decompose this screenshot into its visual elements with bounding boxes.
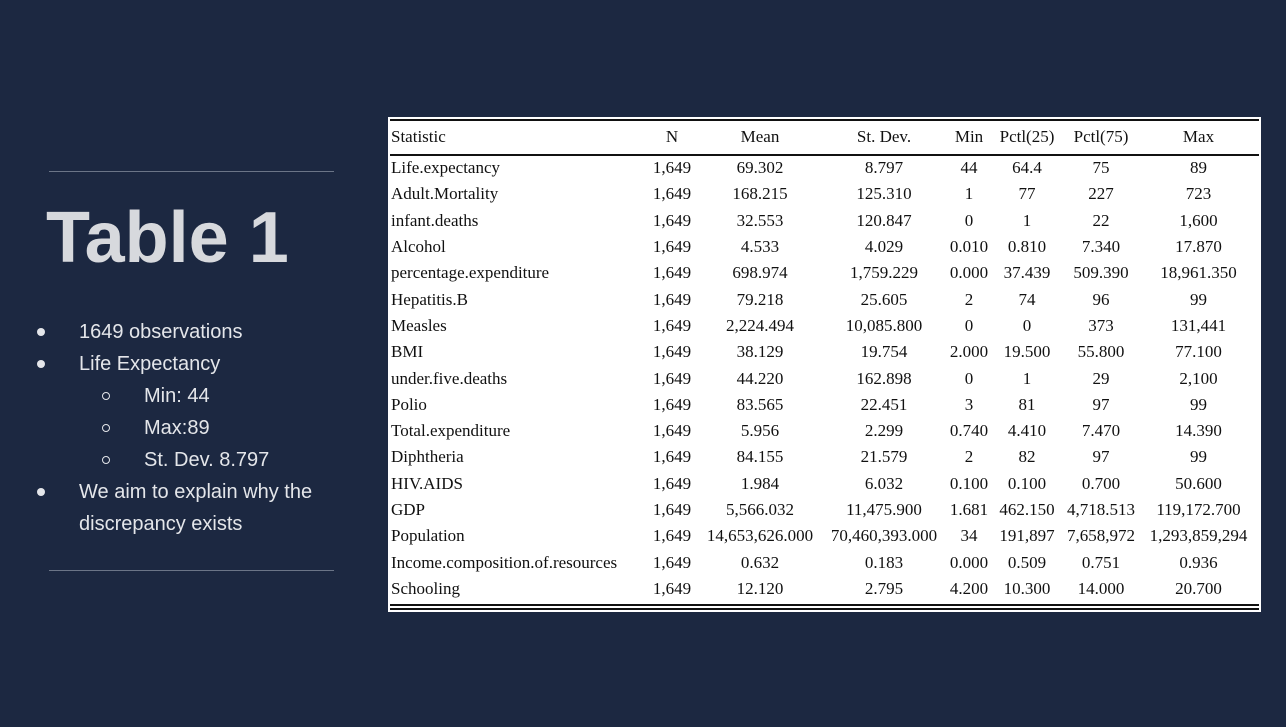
row-label-cell: Polio [391,394,427,414]
bullet-dot-icon [37,328,45,336]
header-cell: N [665,127,679,146]
table-bottom-rule [390,604,1259,606]
row-label-cell: Income.composition.of.resources [391,552,618,572]
table-row [391,208,1256,234]
table-cell: 14.390 [1175,421,1222,441]
table-cell: 79.218 [736,289,784,309]
table-cell: 1,649 [652,237,692,257]
table-row [391,444,1256,470]
bullet-item [0,348,370,380]
table-row [391,339,1256,365]
table-cell: 1.984 [740,473,780,493]
table-cell: 2,224.494 [726,315,794,335]
table-cell: 1,759.229 [850,263,918,283]
table-cell: 25.605 [860,289,908,309]
row-label-cell: percentage.expenditure [391,263,550,283]
table-cell: 5.956 [740,421,780,441]
table-cell: 19.500 [1003,342,1051,362]
table-row [391,418,1256,444]
sub-bullet-item [0,444,370,476]
table-cell: 4.533 [740,237,780,257]
table-cell: 19.754 [860,342,908,362]
table-cell: 64.4 [1012,158,1042,178]
table-cell: 191,897 [999,526,1055,546]
table-cell: 7.470 [1081,421,1121,441]
bullet-text: Min: 44 [144,385,210,407]
bullet-circle-icon [102,424,110,432]
table-cell: 1,649 [652,421,692,441]
table-cell: 11,475.900 [846,500,922,519]
row-label-cell: Population [391,526,465,546]
table-cell: 29 [1092,368,1110,388]
row-label-cell: Life.expectancy [391,158,501,178]
table-cell: 131,441 [1170,315,1227,335]
table-top-rule [390,119,1259,121]
header-cell: Mean [740,127,780,146]
table-cell: 37.439 [1003,263,1051,283]
table-cell: 1,649 [652,473,692,493]
table-cell: 1 [1022,210,1032,230]
table-cell: 1,649 [652,210,692,230]
table-cell: 0 [1022,315,1032,335]
table-row [391,523,1256,549]
table-cell: 227 [1088,184,1114,204]
bullet-text: St. Dev. 8.797 [144,449,270,471]
table-cell: 0.810 [1007,237,1047,257]
table-cell: 2.000 [949,342,989,362]
table-cell: 34 [960,526,978,546]
table-cell: 1,600 [1179,210,1218,230]
table-cell: 8.797 [864,158,904,178]
table-cell: 77 [1018,184,1036,204]
bullet-text: 1649 observations [79,321,243,343]
table-cell: 97 [1092,394,1110,414]
row-label-cell: under.five.deaths [391,368,508,388]
table-cell: 22 [1092,210,1110,230]
table-cell: 20.700 [1175,578,1222,598]
table-row [391,549,1256,575]
table-cell: 0.700 [1081,473,1121,493]
table-row [391,471,1256,497]
table-cell: 1,649 [652,447,692,467]
table-cell: 1,649 [652,263,692,283]
row-label-cell: infant.deaths [391,210,479,230]
table-cell: 1.681 [949,500,989,519]
table-cell: 119,172.700 [1156,500,1241,519]
table-header-row [391,123,1256,150]
bullet-item [0,476,370,508]
table-cell: 96 [1092,289,1110,309]
table-cell: 2.299 [864,421,904,441]
divider-bottom [49,570,334,571]
table-cell: 1,649 [652,500,692,519]
table-cell: 373 [1088,315,1114,335]
table-cell: 723 [1185,184,1212,204]
row-label-cell: Adult.Mortality [391,184,499,204]
table-cell: 50.600 [1175,473,1222,493]
table-cell: 0.509 [1007,552,1047,572]
row-label-cell: Schooling [391,578,460,598]
table-cell: 0.010 [949,237,989,257]
table-cell: 125.310 [856,184,912,204]
row-label-cell: Hepatitis.B [391,289,468,309]
header-cell: Pctl(25) [999,127,1055,146]
sub-bullet-item [0,380,370,412]
table-cell: 83.565 [736,394,784,414]
table-cell: 7,658,972 [1067,526,1135,546]
table-cell: 0.751 [1081,552,1121,572]
table-cell: 1,649 [652,342,692,362]
table-cell: 1,649 [652,184,692,204]
table-cell: 1,649 [652,526,692,546]
table-cell: 4.410 [1007,421,1047,441]
table-cell: 44.220 [736,368,784,388]
table-cell: 3 [964,394,974,414]
table-cell: 1 [1022,368,1032,388]
table-row [391,497,1256,523]
table-cell: 162.898 [856,368,912,388]
table-cell: 17.870 [1175,237,1222,257]
row-label-cell: Diphtheria [391,447,464,467]
sub-bullet-item [0,412,370,444]
row-label-cell: BMI [391,342,424,362]
table-cell: 82 [1018,447,1036,467]
table-cell: 1,649 [652,394,692,414]
table-row [391,150,1256,181]
table-cell: 1,293,859,294 [1149,526,1248,546]
table-row [391,260,1256,286]
table-cell: 0 [964,210,974,230]
bullet-text: Max:89 [144,417,210,439]
bullet-circle-icon [102,456,110,464]
statistics-table-image [388,117,1261,612]
table-cell: 38.129 [736,342,784,362]
table-cell: 120.847 [856,210,912,230]
slide-title: Table 1 [46,198,289,278]
row-label-cell: Total.expenditure [391,421,511,441]
table-cell: 81 [1018,394,1036,414]
table-cell: 2.795 [864,578,904,598]
table-row [391,576,1256,602]
bullet-text: discrepancy exists [79,513,243,535]
table-cell: 0.000 [949,263,989,283]
header-cell: St. Dev. [856,127,912,146]
table-cell: 168.215 [732,184,788,204]
table-bottom-rule [390,608,1259,610]
table-cell: 32.553 [736,210,784,230]
table-row [391,286,1256,312]
table-cell: 0.000 [949,552,989,572]
table-cell: 14.000 [1077,578,1125,598]
bullet-item [0,316,370,348]
table-cell: 99 [1190,289,1207,309]
table-cell: 1,649 [652,368,692,388]
table-body [391,150,1256,602]
table-cell: 22.451 [860,394,908,414]
row-label-cell: HIV.AIDS [391,473,463,493]
table-cell: 1,649 [652,578,692,598]
table-cell: 5,566.032 [726,500,794,519]
table-cell: 2 [964,289,974,309]
table-cell: 44 [960,158,978,178]
table-cell: 2 [964,447,974,467]
table-cell: 1,649 [652,289,692,309]
bullet-dot-icon [37,488,45,496]
table-row [391,181,1256,207]
table-row [391,313,1256,339]
table-cell: 4,718.513 [1067,500,1135,519]
table-cell: 1,649 [652,158,692,178]
bullet-item-continuation [0,508,370,540]
table-cell: 1,649 [652,552,692,572]
table-cell: 12.120 [736,578,784,598]
table-cell: 0.740 [949,421,989,441]
table-row [391,234,1256,260]
table-cell: 84.155 [736,447,784,467]
header-cell: Pctl(75) [1073,127,1129,146]
table-cell: 74 [1018,289,1036,309]
table-cell: 55.800 [1077,342,1125,362]
table-cell: 75 [1092,158,1110,178]
table-cell: 0.936 [1179,552,1218,572]
table-cell: 1,649 [652,315,692,335]
table-cell: 509.390 [1073,263,1129,283]
table-cell: 0 [964,368,974,388]
table-cell: 97 [1092,447,1110,467]
summary-statistics-table [391,123,1256,602]
row-label-cell: GDP [391,500,426,519]
bullet-dot-icon [37,360,45,368]
table-cell: 6.032 [864,473,904,493]
table-cell: 1 [964,184,974,204]
table-cell: 0.632 [740,552,780,572]
table-cell: 0.183 [864,552,904,572]
table-cell: 14,653,626.000 [706,526,814,546]
table-cell: 69.302 [736,158,784,178]
table-cell: 7.340 [1081,237,1121,257]
header-cell: Statistic [391,127,446,146]
divider-top [49,171,334,172]
row-label-cell: Alcohol [391,237,446,257]
bullet-circle-icon [102,392,110,400]
table-cell: 99 [1190,447,1207,467]
table-cell: 21.579 [860,447,908,467]
table-row [391,392,1256,418]
table-row [391,365,1256,391]
table-cell: 70,460,393.000 [830,526,938,546]
bullet-text: Life Expectancy [79,353,221,375]
bullet-text: We aim to explain why the [79,481,313,503]
table-cell: 18,961.350 [1160,263,1237,283]
table-cell: 99 [1190,394,1207,414]
table-cell: 77.100 [1175,342,1222,362]
bullet-list [0,316,370,540]
table-cell: 0.100 [1007,473,1047,493]
table-cell: 462.150 [999,500,1055,519]
table-cell: 0.100 [949,473,989,493]
table-cell: 4.200 [949,578,989,598]
table-cell: 10,085.800 [845,315,923,335]
table-cell: 2,100 [1179,368,1218,388]
row-label-cell: Measles [391,315,447,335]
header-cell: Max [1182,127,1215,146]
table-cell: 0 [964,315,974,335]
table-cell: 698.974 [732,263,788,283]
table-cell: 4.029 [864,237,904,257]
header-cell: Min [954,127,984,146]
table-cell: 10.300 [1003,578,1051,598]
table-cell: 89 [1190,158,1207,178]
